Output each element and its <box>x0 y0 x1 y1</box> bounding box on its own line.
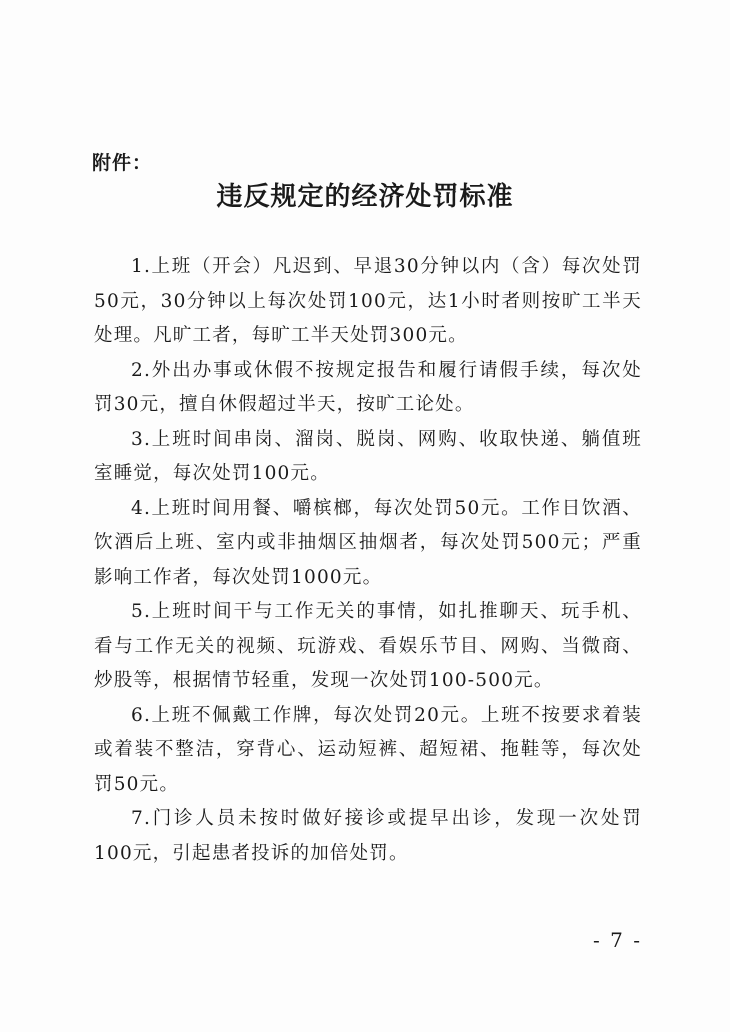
document-title: 违反规定的经济处罚标准 <box>216 182 514 212</box>
penalty-item-6: 6.上班不佩戴工作牌，每次处罚20元。上班不按要求着装或着装不整洁，穿背心、运动短裤、超短裙、拖鞋等，每次处罚50元。 <box>94 704 642 795</box>
page-number: - 7 - <box>593 928 642 952</box>
penalty-list <box>94 250 642 871</box>
penalty-item-5: 5.上班时间干与工作无关的事情，如扎推聊天、玩手机、看与工作无关的视频、玩游戏、看娱乐节目、网购、当微商、炒股等，根据情节轻重，发现一次处罚100-500元。 <box>94 601 642 691</box>
attachment-label: 附件： <box>92 152 153 174</box>
penalty-item-4: 4.上班时间用餐、嚼槟榔，每次处罚50元。工作日饮酒、饮酒后上班、室内或非抽烟区抽烟者，每次处罚500元；严重影响工作者，每次处罚1000元。 <box>94 497 642 588</box>
penalty-item-1: 1.上班（开会）凡迟到、早退30分钟以内（含）每次处罚50元，30分钟以上每次处罚100元，达1小时者则按旷工半天处理。凡旷工者，每旷工半天处罚300元。 <box>94 256 642 346</box>
penalty-item-2: 2.外出办事或休假不按规定报告和履行请假手续，每次处罚30元，擅自休假超过半天，按旷工论处。 <box>94 359 642 415</box>
penalty-item-7: 7.门诊人员未按时做好接诊或提早出诊，发现一次处罚100元，引起患者投诉的加倍处罚。 <box>94 808 642 864</box>
penalty-item-3: 3.上班时间串岗、溜岗、脱岗、网购、收取快递、躺值班室睡觉，每次处罚100元。 <box>94 428 642 484</box>
